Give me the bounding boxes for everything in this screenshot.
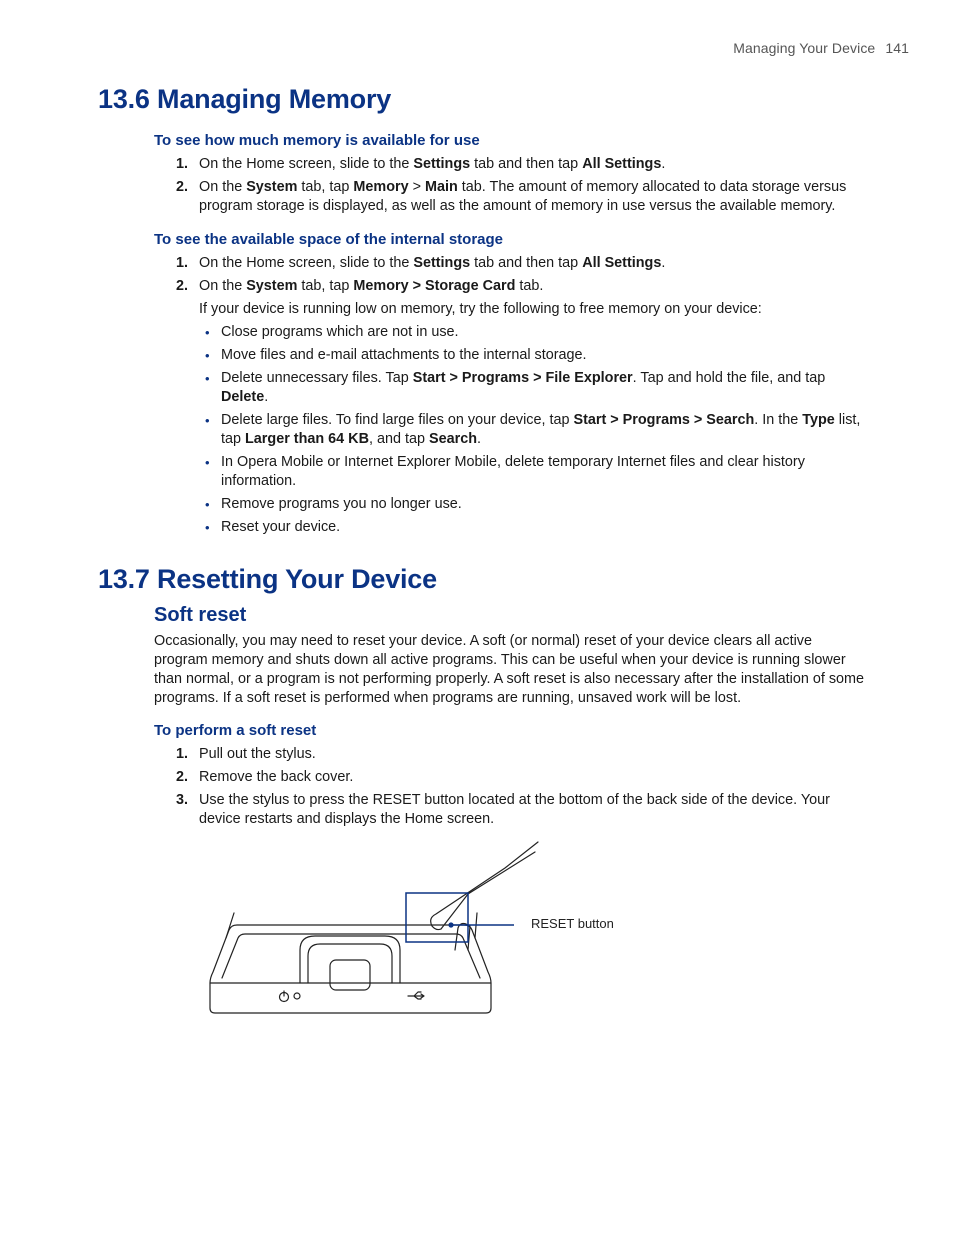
step-text: On the (199, 179, 247, 195)
step-item (154, 277, 866, 537)
step-text: tab, tap (297, 179, 354, 195)
tip-text: , and tap (368, 431, 429, 447)
ui-term: Settings (413, 255, 471, 271)
ui-term: Larger than 64 KB (245, 431, 369, 447)
ui-term: Memory (353, 179, 409, 195)
ui-term: System (246, 278, 298, 294)
tip-text: . Tap and hold the file, and tap (632, 370, 826, 386)
procedure-steps-internal-storage (154, 254, 866, 541)
step-number: 2. (176, 179, 189, 195)
step-number: 1. (176, 746, 189, 762)
step-item (154, 155, 866, 174)
stylus-body (431, 842, 538, 929)
tips-list (199, 323, 866, 537)
step-text: tab, tap (297, 278, 354, 294)
tip-item (199, 411, 866, 449)
ui-term: Search (428, 431, 477, 447)
led-indicator (294, 993, 300, 999)
step-number: 2. (176, 769, 189, 785)
camera-lens (330, 960, 370, 990)
tip-text: Close programs which are not in use. (221, 324, 459, 340)
step-number: 2. (176, 278, 189, 294)
tip-text: In Opera Mobile or Internet Explorer Mobile, delete temporary Internet files and clear history information. (221, 454, 805, 489)
step-number: 1. (176, 156, 189, 172)
page-number: 141 (885, 40, 909, 56)
ui-term: Memory > Storage Card (353, 278, 516, 294)
tip-text: Delete large files. To find large files on your device, tap (221, 412, 574, 428)
step-item (154, 745, 866, 764)
step-text: tab and then tap (470, 255, 583, 271)
step-text: On the Home screen, slide to the (199, 255, 414, 271)
running-header-title: Managing Your Device (733, 40, 876, 56)
tip-text: . In the (754, 412, 803, 428)
soft-reset-body: Occasionally, you may need to reset your device. A soft (or normal) reset of your device clears all active program memory and shuts down all active programs. This can be useful when your device is running slower than normal, or a program is not performing properly. A soft reset is also necessary after the installation of some programs. If a soft reset is performed when programs are running, unsaved work will be lost. (154, 633, 865, 706)
tip-text: list, tap (221, 412, 861, 447)
tip-text: Delete unnecessary files. Tap (221, 370, 413, 386)
procedure-heading-memory-available: To see how much memory is available for use (154, 132, 480, 149)
tip-item (199, 346, 866, 365)
tip-item (199, 495, 866, 514)
step-text: tab. The amount of memory allocated to data storage versus program storage is displayed, as well as the amount of memory in use versus the available memory. (199, 179, 847, 214)
step-item (154, 178, 866, 216)
step-text: . (661, 156, 666, 172)
device-inner-surface (222, 934, 480, 978)
step-item (154, 768, 866, 787)
ui-term: Settings (413, 156, 471, 172)
device-body-outline (210, 925, 491, 1013)
tip-text: Move files and e-mail attachments to the internal storage. (221, 347, 587, 363)
step-item (154, 254, 866, 273)
tip-item (199, 518, 866, 537)
ui-term: System (246, 179, 298, 195)
tip-text: . (476, 431, 481, 447)
step-text: Remove the back cover. (199, 769, 354, 785)
ui-term: Start > Programs > File Explorer (412, 370, 633, 386)
section-title-managing-memory: 13.6 Managing Memory (98, 84, 392, 114)
tip-item (199, 369, 866, 407)
step-text: Use the stylus to press the RESET button located at the bottom of the back side of the device. Your device restarts and displays the Home screen. (199, 792, 830, 827)
step-text: tab. (515, 278, 544, 294)
step-number: 3. (176, 792, 189, 808)
stylus-tip (432, 926, 441, 930)
tips-intro: If your device is running low on memory, try the following to free memory on your device: (199, 301, 762, 317)
ui-term: Start > Programs > Search (573, 412, 755, 428)
camera-inner-housing (308, 944, 392, 983)
procedure-steps-soft-reset (154, 745, 866, 833)
reset-callout-dot (448, 922, 453, 927)
running-header (733, 40, 909, 56)
ui-term: Type (802, 412, 835, 428)
step-text: Pull out the stylus. (199, 746, 316, 762)
procedure-steps-memory-available (154, 155, 866, 220)
ui-term: All Settings (582, 255, 662, 271)
tip-text: Remove programs you no longer use. (221, 496, 462, 512)
step-text: > (408, 179, 426, 195)
ui-term: All Settings (582, 156, 662, 172)
step-item (154, 791, 866, 829)
tip-item (199, 323, 866, 342)
step-text: . (661, 255, 666, 271)
tip-text: . (264, 389, 269, 405)
step-text: On the Home screen, slide to the (199, 156, 414, 172)
step-text: tab and then tap (470, 156, 583, 172)
reset-button-callout-label: RESET button (531, 916, 614, 931)
procedure-heading-soft-reset: To perform a soft reset (154, 722, 317, 739)
ui-term: Delete (221, 389, 265, 405)
section-title-resetting-device: 13.7 Resetting Your Device (98, 564, 437, 594)
step-text: On the (199, 278, 247, 294)
usb-icon (408, 992, 424, 999)
ui-term: Main (425, 179, 458, 195)
tip-text: Reset your device. (221, 519, 341, 535)
soft-reset-description (154, 632, 866, 708)
subsection-title-soft-reset: Soft reset (154, 604, 247, 626)
step-number: 1. (176, 255, 189, 271)
procedure-heading-internal-storage: To see the available space of the internal storage (154, 231, 504, 248)
tip-item (199, 453, 866, 491)
